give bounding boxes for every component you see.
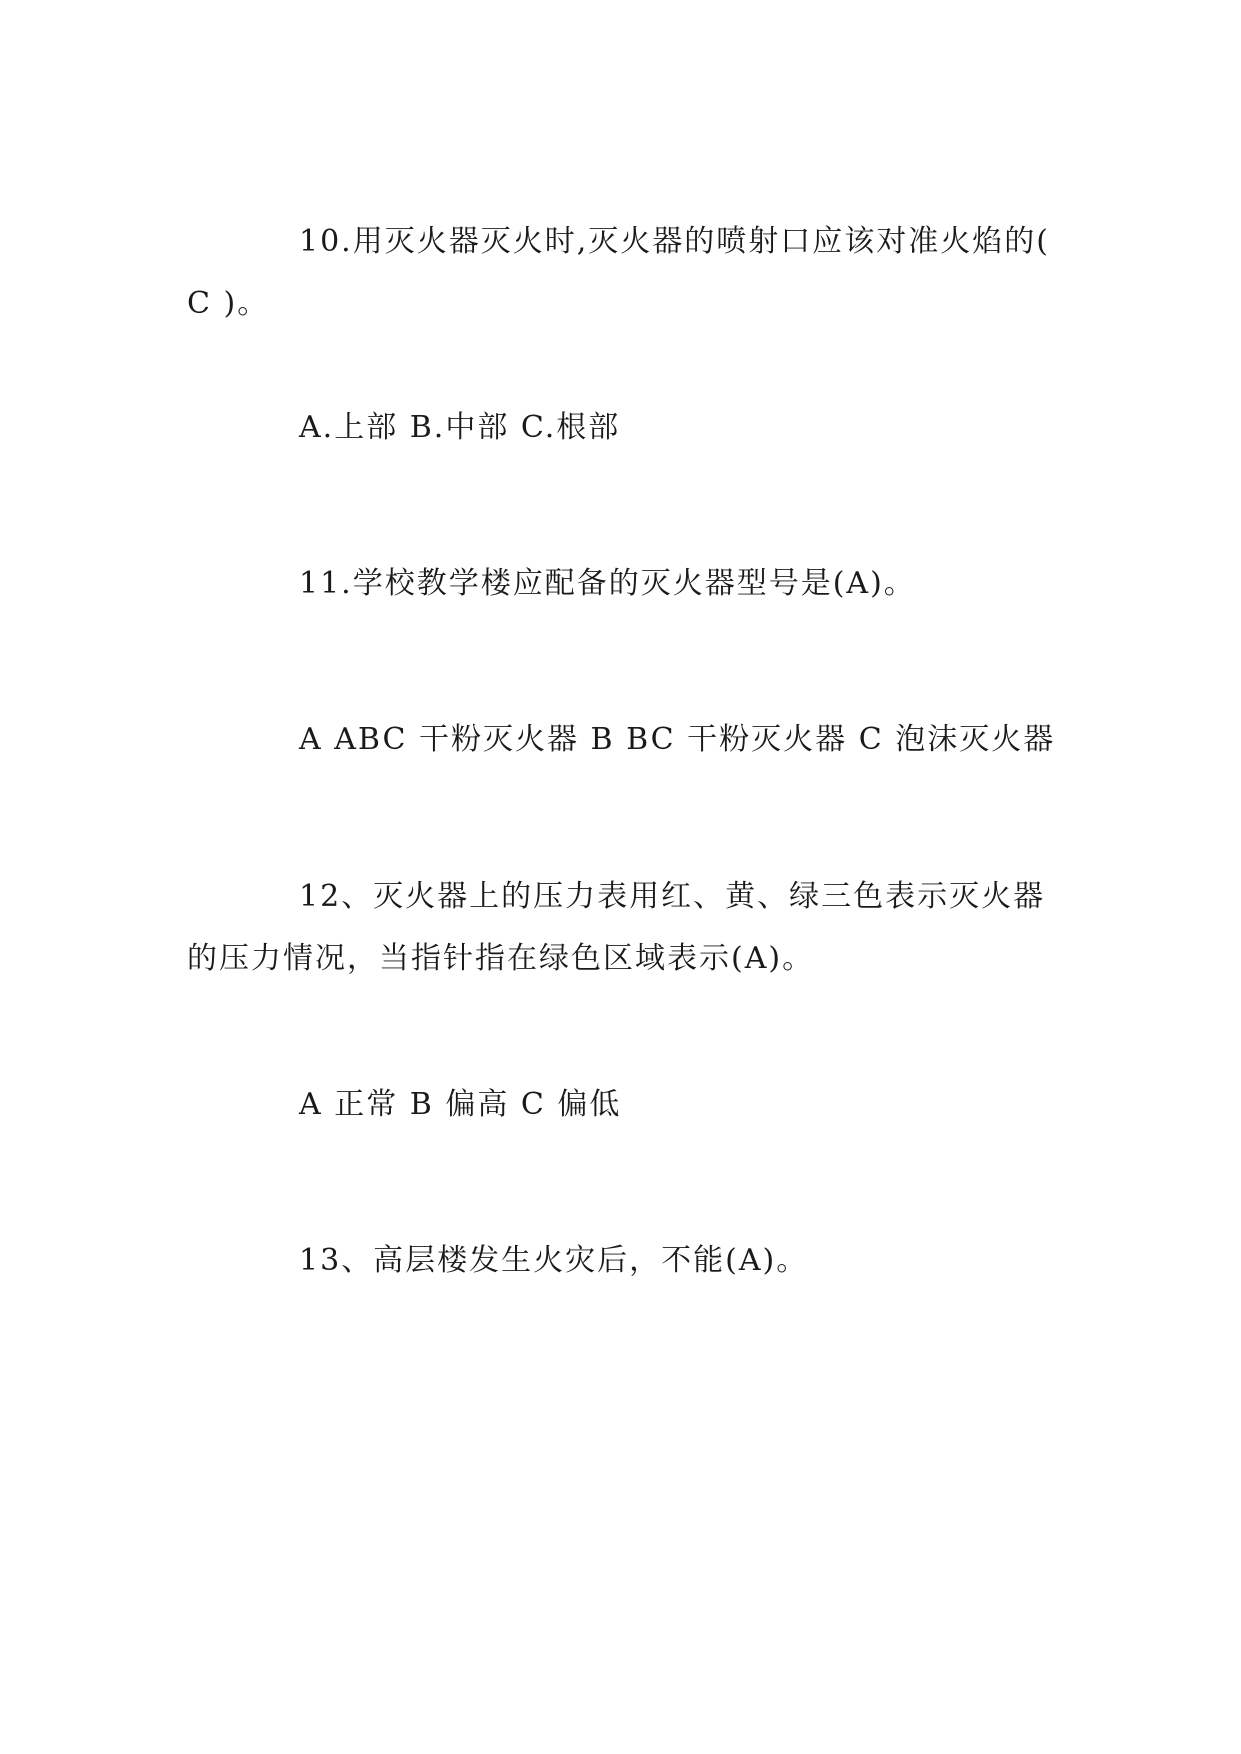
question-12: 12、灭火器上的压力表用红、黄、绿三色表示灭火器的压力情况，当指针指在绿色区域表示(A)。 bbox=[187, 879, 1046, 976]
question-11: 11.学校教学楼应配备的灭火器型号是(A)。 bbox=[299, 566, 916, 601]
question-11-options: A ABC 干粉灭火器 B BC 干粉灭火器 C 泡沫灭火器 bbox=[299, 722, 1056, 757]
question-12-options: A 正常 B 偏高 C 偏低 bbox=[299, 1087, 622, 1122]
question-10: 10.用灭火器灭火时,灭火器的喷射口应该对准火焰的( C )。 bbox=[187, 224, 1050, 321]
question-13: 13、高层楼发生火灾后，不能(A)。 bbox=[299, 1243, 809, 1278]
question-10-options: A.上部 B.中部 C.根部 bbox=[299, 410, 621, 445]
